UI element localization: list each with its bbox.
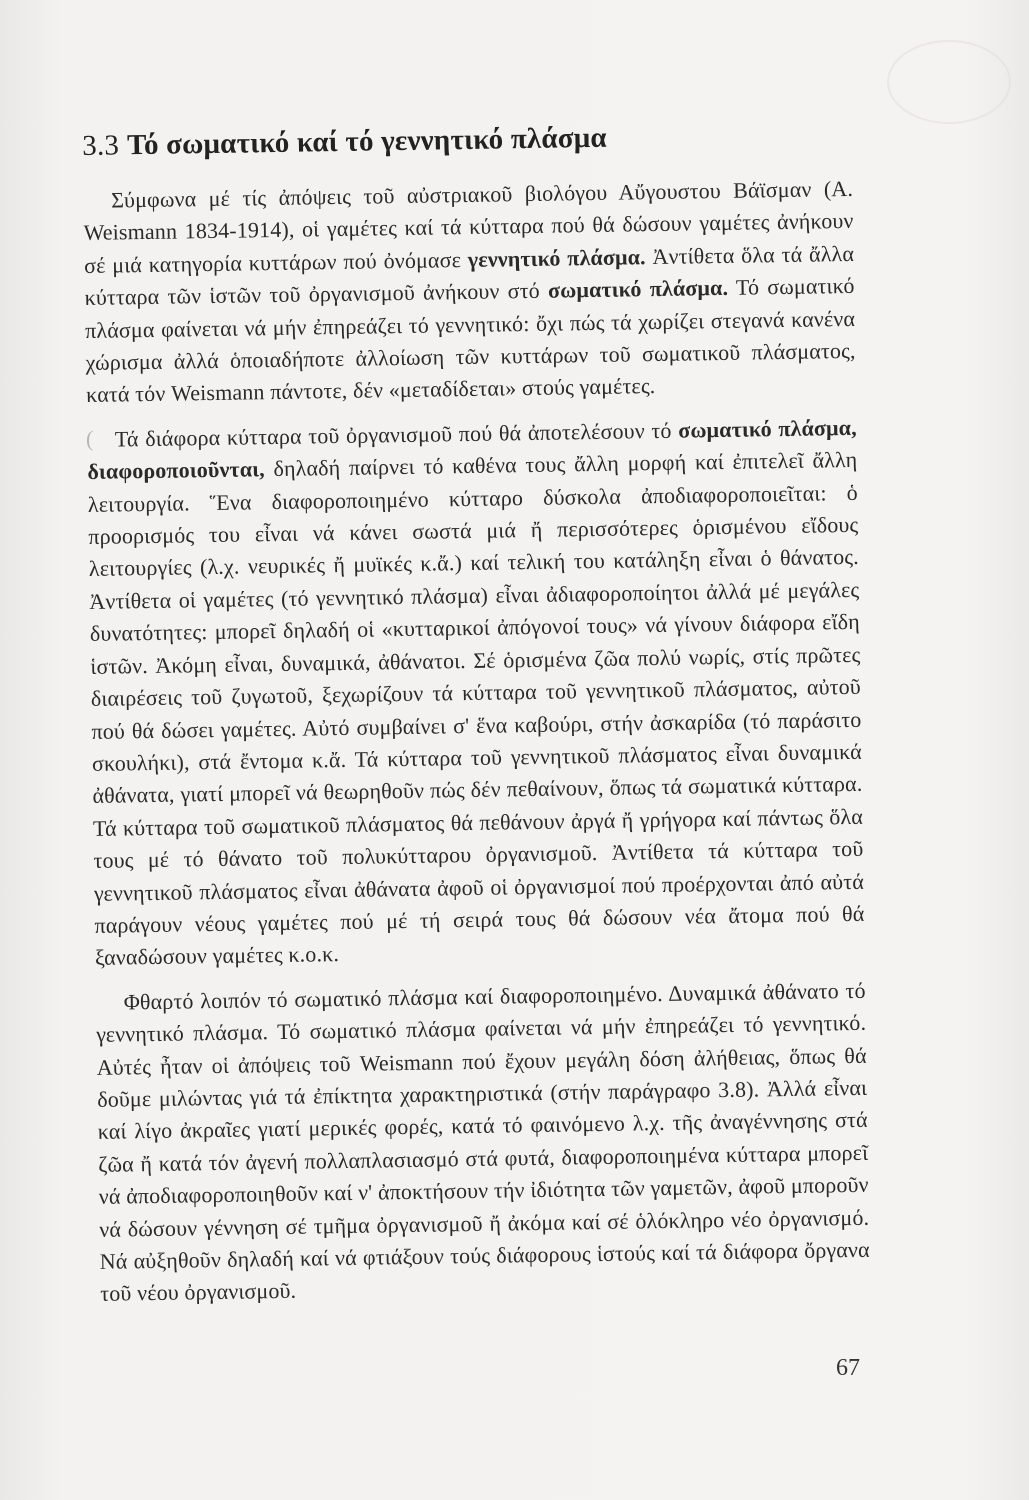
page-number: 67 bbox=[836, 1355, 860, 1381]
paragraph-3 bbox=[95, 975, 870, 1311]
bold-term: γεννητικό πλάσμα. bbox=[467, 243, 646, 272]
section-heading bbox=[82, 118, 852, 163]
faint-pencil-mark bbox=[887, 40, 1011, 124]
text-run: δηλαδή παίρνει τό καθένα τους ἄλλη μορφή καί ἐπιτελεῖ ἄλλη λειτουργία. Ἕνα διαφοροποιημένο κύτταρο δύσκολα ἀποδιαφοροποιεῖται: ὁ προορισμός του εἶναι νά κάνει σωστά μιά ἤ περισσότερες ὁρισμένου εἴδους λειτουργίες (λ.χ. νευρικές ἤ μυϊκές κ.ἄ.) καί τελική του κατάληξη εἶναι ὁ θάνατος. Ἀντίθετα οἱ γαμέτες (τό γεννητικό πλάσμα) εἶναι ἀδιαφοροποίητοι ἀλλά μέ μεγάλες δυνατότητες: μπορεῖ δηλαδή οἱ «κυτταρικοί ἀπόγονοί τους» νά γίνουν διάφορα εἴδη ἱστῶν. Ἀκόμη εἶναι, δυναμικά, ἀθάνατοι. Σέ ὁρισμένα ζῶα πολύ νωρίς, στίς πρῶτες διαιρέσεις τοῦ ζυγωτοῦ, ξεχωρίζουν τά κύτταρα τοῦ γεννητικοῦ πλάσματος, αὐτοῦ πού θά δώσει γαμέτες. Αὐτό συμβαίνει σ' ἕνα καβούρι, στήν ἀσκαρίδα (τό παράσιτο σκουλήκι), στά ἔντομα κ.ἄ. Τά κύτταρα τοῦ γεννητικοῦ πλάσματος εἶναι δυναμικά ἀθάνατα, γιατί μπορεῖ νά θεωρηθοῦν πώς δέν πεθαίνουν, ὅπως τά σωματικά κύτταρα. Τά κύτταρα τοῦ σωματικοῦ πλάσματος θά πεθάνουν ἀργά ἤ γρήγορα καί πάντως ὅλα τους μέ τό θάνατο τοῦ πολυκύτταρου ὀργανισμοῦ. Ἀντίθετα τά κύτταρα τοῦ γεννητικοῦ πλάσματος εἶναι ἀθάνατα ἀφοῦ οἱ ὀργανισμοί πού προέρχονται ἀπό αὐτά παράγουν νέους γαμέτες πού μέ τή σειρά τους θά δώσουν νέα ἄτομα πού θά ξαναδώσουν γαμέτες κ.ο.κ. bbox=[87, 447, 865, 971]
text-run: Ἀντίθετα ὅλα τά ἄλλα κύτταρα τῶν ἱστῶν τοῦ ὀργανισμοῦ ἀνήκουν στό bbox=[84, 240, 855, 311]
text-run: Τά διάφορα κύτταρα τοῦ ὀργανισμοῦ πού θά ἀποτελέσουν τό bbox=[114, 417, 679, 452]
section-title: Τό σωματικό καί τό γεννητικό πλάσμα bbox=[126, 121, 607, 162]
margin-bracket-mark: ( bbox=[86, 426, 94, 451]
text-run: Σύμφωνα μέ τίς ἀπόψεις τοῦ αὐστριακοῦ βιολόγου Αὔγουστου Βάϊσμαν (A. Weismann 1834-1914), οἱ γαμέτες καί τά κύτταρα πού θά δώσουν γαμέτες ἀνήκουν σέ μιά κατηγορία κυττάρων πού ὀνόμασε bbox=[83, 175, 854, 278]
bold-term: σωματικό πλάσμα. bbox=[547, 275, 729, 303]
paragraph-1 bbox=[83, 173, 856, 412]
bold-term: σωματικό πλάσμα, διαφοροποιοῦνται, bbox=[87, 414, 857, 485]
text-run: Φθαρτό λοιπόν τό σωματικό πλάσμα καί διαφοροποιημένο. Δυναμικά ἀθάνατο τό γεννητικό πλάσμα. Τό σωματικό πλάσμα φαίνεται νά μήν ἐπηρεάζει τό γεννητικό. Αὐτές ἦταν οἱ ἀπόψεις τοῦ Weismann πού ἔχουν μεγάλη δόση ἀλήθειας, ὅπως θά δοῦμε μιλώντας γιά τά ἐπίκτητα χαρακτηριστικά (στήν παράγραφο 3.8). Ἀλλά εἶναι καί λίγο ἀκραῖες γιατί μερικές φορές, κατά τό φαινόμενο λ.χ. τῆς ἀναγέννησης στά ζῶα ἤ κατά τόν ἀγενή πολλαπλασιασμό στά φυτά, διαφοροποιημένα κύτταρα μπορεῖ νά ἀποδιαφοροποιηθοῦν καί ν' ἀποκτήσουν τήν ἰδιότητα τῶν γαμετῶν, ἀφοῦ μποροῦν νά δώσουν γέννηση σέ τμῆμα ὀργανισμοῦ ἤ ἀκόμα καί σέ ὁλόκληρο νέο ὀργανισμό. Νά αὐξηθοῦν δηλαδή καί νά φτιάξουν τούς διάφορους ἱστούς καί τά διάφορα ὄργανα τοῦ νέου ὀργανισμοῦ. bbox=[96, 977, 870, 1307]
text-run: Τό σωματικό πλάσμα φαίνεται νά μήν ἐπηρεάζει τό γεννητικό: ὄχι πώς τά χωρίζει στεγανά κανένα χώρισμα ἀλλά ὁποιαδήποτε ἀλλοίωση τῶν κυττάρων τοῦ σωματικοῦ πλάσματος, κατά τόν Weismann πάντοτε, δέν «μεταδίδεται» στούς γαμέτες. bbox=[84, 273, 856, 408]
text-block bbox=[82, 118, 871, 1323]
section-number: 3.3 bbox=[82, 129, 120, 162]
paragraph-2 bbox=[87, 412, 866, 975]
